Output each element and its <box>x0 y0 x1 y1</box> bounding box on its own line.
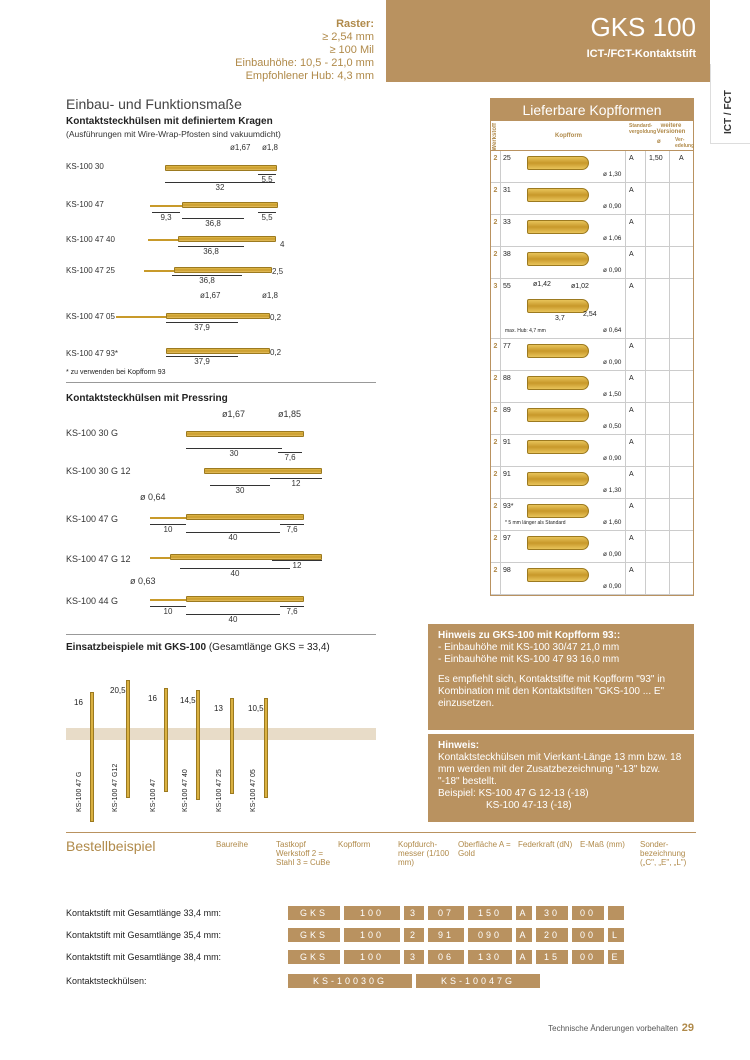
head-form-drawing <box>527 472 589 486</box>
order-cell: 130 <box>468 950 512 964</box>
cell-standard: A <box>629 407 634 414</box>
col-line <box>669 279 670 338</box>
table-row <box>491 531 693 563</box>
order-col-header: Sonder- bezeichnung („C", „E", „L") <box>640 840 687 867</box>
usage-height: 16 <box>148 694 157 703</box>
sleeve-label: KS-100 47 G 12 <box>66 554 131 564</box>
head-form-drawing <box>527 299 589 313</box>
page-subtitle: ICT-/FCT-Kontaktstift <box>586 48 696 60</box>
sleeve-drawing <box>186 431 304 437</box>
order-cell: GKS <box>288 928 340 942</box>
wire-wrap <box>150 557 170 559</box>
cell-nr: 98 <box>503 567 511 574</box>
cell-nr: 33 <box>503 219 511 226</box>
sleeve-label: KS-100 47 05 <box>66 312 115 321</box>
usage-pin <box>126 680 130 798</box>
title-box <box>386 0 710 82</box>
sleeve-label: KS-100 47 40 <box>66 235 115 244</box>
order-cell: 090 <box>468 928 512 942</box>
extra-note: max. Hub: 4,7 mm <box>505 328 546 334</box>
table-row <box>491 403 693 435</box>
dim-press: 7,6 <box>278 452 302 462</box>
dim-length: 30 <box>210 485 270 495</box>
order-cell: 150 <box>468 906 512 920</box>
cell-werkstoff: 2 <box>491 499 501 530</box>
sub-heading-note: (Ausführungen mit Wire-Wrap-Pfosten sind vakuumdicht) <box>66 129 281 139</box>
cell-standard: A <box>629 471 634 478</box>
sleeve-drawing <box>174 267 272 273</box>
col-line <box>645 279 646 338</box>
order-cell: 100 <box>344 928 400 942</box>
head-form-drawing <box>527 188 589 202</box>
cell-standard: A <box>629 535 634 542</box>
dim-press: 12 <box>270 478 322 488</box>
dia-064: ø 0,64 <box>140 492 166 502</box>
usage-title-rest: (Gesamtlänge GKS = 33,4) <box>208 642 330 653</box>
wire-wrap <box>144 270 174 272</box>
table-row <box>491 499 693 531</box>
cell-werkstoff: 2 <box>491 563 501 594</box>
col-line <box>645 435 646 466</box>
extra-note: * 5 mm länger als Standard <box>505 520 566 526</box>
cell-dia: ø 0,90 <box>603 455 622 462</box>
dim-press: 7,6 <box>280 524 304 534</box>
wire-wrap <box>116 316 166 318</box>
sleeve-row-label: Kontaktsteckhülsen: <box>66 976 147 986</box>
cell-dia: ø 1,50 <box>603 391 622 398</box>
cell-werkstoff: 2 <box>491 215 501 246</box>
table-row <box>491 247 693 279</box>
table-body <box>491 151 693 595</box>
dim-collar: 0,2 <box>270 313 282 322</box>
head-form-drawing <box>527 408 589 422</box>
cell-nr: 88 <box>503 375 511 382</box>
head-form-drawing <box>527 156 589 170</box>
sleeve-drawing <box>166 313 270 319</box>
order-col-header: Federkraft (dN) <box>518 840 573 849</box>
note1-line1: - Einbauhöhe mit KS-100 30/47 21,0 mm <box>438 642 620 653</box>
sleeve-cells <box>288 974 540 988</box>
table-row <box>491 279 693 339</box>
table-header <box>491 121 693 151</box>
sleeve-label: KS-100 44 G <box>66 596 119 606</box>
note1-title: Hinweis zu GKS-100 mit Kopfform 93:: <box>438 630 621 641</box>
note-kopfform-93 <box>428 624 694 730</box>
dim-length: 32 <box>165 182 275 192</box>
usage-label: KS-100 47 G12 <box>112 763 119 812</box>
cell-dia: ø 1,60 <box>603 519 622 526</box>
dim-collar: 2,5 <box>272 267 284 276</box>
col-line <box>645 563 646 594</box>
col-line <box>625 403 626 434</box>
order-cell: GKS <box>288 950 340 964</box>
head-forms-table <box>490 98 694 596</box>
order-cell <box>608 906 624 920</box>
usage-pin <box>196 690 200 800</box>
dim-collar: 5,5 <box>258 212 276 222</box>
sleeve-label: KS-100 47 93* <box>66 349 119 358</box>
page-number: 29 <box>681 1022 694 1034</box>
cell-werkstoff: 2 <box>491 151 501 182</box>
wire-wrap <box>150 517 186 519</box>
head-form-drawing <box>527 344 589 358</box>
cell-dia: ø 0,90 <box>603 203 622 210</box>
einbau-value: 10,5 - 21,0 mm <box>300 57 374 69</box>
table-row <box>491 183 693 215</box>
page-title: GKS 100 <box>590 12 696 42</box>
cell-standard: A <box>629 219 634 226</box>
col-line <box>669 247 670 278</box>
col-line <box>645 499 646 530</box>
order-col-header: Oberfläche A = Gold <box>458 840 511 858</box>
cell-dia: ø 0,90 <box>603 359 622 366</box>
head-form-drawing <box>527 568 589 582</box>
order-cell: 91 <box>428 928 464 942</box>
col-line <box>625 499 626 530</box>
dim-wrap: 9,3 <box>152 212 180 222</box>
cell-werkstoff: 2 <box>491 371 501 402</box>
cell-nr: 91 <box>503 471 511 478</box>
note-vierkant <box>428 734 694 822</box>
cell-standard: A <box>629 187 634 194</box>
col-line <box>669 563 670 594</box>
usage-height: 16 <box>74 698 83 707</box>
dim-length: 40 <box>180 568 290 578</box>
extra-dim-c: 3,7 <box>555 315 565 322</box>
table-row <box>491 371 693 403</box>
sleeve-drawing <box>186 596 304 602</box>
table-row <box>491 467 693 499</box>
order-row-label: Kontaktstift mit Gesamtlänge 35,4 mm: <box>66 930 222 940</box>
cell-werkstoff: 2 <box>491 403 501 434</box>
cell-standard: A <box>629 439 634 446</box>
usage-title-bold: Einsatzbeispiele mit GKS-100 <box>66 642 207 653</box>
extra-dia-a: ø1,42 <box>533 281 551 288</box>
order-cell: 00 <box>572 906 604 920</box>
order-cell: GKS <box>288 906 340 920</box>
dia-top-a: ø1,67 <box>230 143 251 152</box>
cell-nr: 31 <box>503 187 511 194</box>
footnote: * zu verwenden bei Kopfform 93 <box>66 369 166 376</box>
cell-nr: 38 <box>503 251 511 258</box>
wire-wrap <box>150 205 182 207</box>
order-cell: 20 <box>536 928 568 942</box>
usage-pin <box>164 688 168 792</box>
sleeve-cell-a: KS-10030G <box>288 974 412 988</box>
col-line <box>669 403 670 434</box>
note1-line3: Es empfiehlt sich, Kontaktstifte mit Kopfform "93" in Kombination mit den Kontaktstiften "GKS-100 ... E" einzusetzen. <box>438 674 666 709</box>
board-ground <box>66 728 376 740</box>
sleeve-drawing <box>204 468 322 474</box>
order-row-cells <box>288 950 624 964</box>
cell-standard: A <box>629 503 634 510</box>
usage-label: KS-100 47 G <box>76 771 83 812</box>
dim-length: 36,8 <box>178 246 244 256</box>
cell-werkstoff: 2 <box>491 247 501 278</box>
sleeve-label: KS-100 47 <box>66 200 104 209</box>
cell-werkstoff: 2 <box>491 435 501 466</box>
order-cell: 100 <box>344 950 400 964</box>
dim-press: 12 <box>272 560 322 570</box>
dim-collar: 5,5 <box>258 174 276 184</box>
order-cell: 2 <box>404 928 424 942</box>
col-line <box>669 371 670 402</box>
usage-title <box>66 642 330 653</box>
cell-nr: 93* <box>503 503 514 510</box>
cell-dia: ø 0,64 <box>603 327 622 334</box>
order-cell: 3 <box>404 906 424 920</box>
einbau-label: Einbauhöhe: <box>235 57 297 69</box>
dim-length: 37,9 <box>166 356 238 366</box>
order-cell: 00 <box>572 950 604 964</box>
usage-height: 14,5 <box>180 696 196 705</box>
note2-line1: Kontaktsteckhülsen mit Vierkant-Länge 13 mm bzw. 18 mm werden mit der Zusatzbezeichnung "-13" bzw. "-18" bestellt. <box>438 752 682 787</box>
note2-line3: KS-100 47-13 (-18) <box>486 800 572 811</box>
cell-version-finish: A <box>679 155 684 162</box>
dia2-b: ø1,85 <box>278 409 302 419</box>
dim-length: 40 <box>186 614 280 624</box>
col-line <box>669 215 670 246</box>
cell-standard: A <box>629 567 634 574</box>
dim-length: 30 <box>186 448 282 458</box>
raster-mil: ≥ 100 Mil <box>329 44 374 56</box>
head-form-drawing <box>527 220 589 234</box>
cell-nr: 77 <box>503 343 511 350</box>
footer-note: Technische Änderungen vorbehalten <box>548 1024 678 1033</box>
cell-standard: A <box>629 343 634 350</box>
usage-height: 13 <box>214 704 223 713</box>
col-standard: Standard-vergoldung <box>629 123 657 135</box>
cell-dia: ø 1,30 <box>603 171 622 178</box>
col-line <box>645 467 646 498</box>
order-col-header: E-Maß (mm) <box>580 840 625 849</box>
sleeve-drawing <box>165 165 277 171</box>
side-tab-label: ICT / FCT <box>723 90 734 134</box>
order-row-cells <box>288 928 624 942</box>
col-line <box>625 435 626 466</box>
usage-label: KS-100 47 40 <box>182 769 189 812</box>
col-line <box>625 151 626 182</box>
col-line <box>669 467 670 498</box>
col-line <box>669 151 670 182</box>
col-line <box>645 339 646 370</box>
table-row <box>491 151 693 183</box>
order-col-header: Kopfdurch- messer (1/100 mm) <box>398 840 450 867</box>
col-line <box>645 403 646 434</box>
head-form-drawing <box>527 536 589 550</box>
cell-dia: ø 0,50 <box>603 423 622 430</box>
sub-heading-collar: Kontaktsteckhülsen mit definiertem Kragen <box>66 116 273 127</box>
dia-063: ø 0,63 <box>130 576 156 586</box>
table-row <box>491 215 693 247</box>
col-line <box>669 183 670 214</box>
order-row-label: Kontaktstift mit Gesamtlänge 38,4 mm: <box>66 952 222 962</box>
order-cell: 06 <box>428 950 464 964</box>
dim-length: 36,8 <box>172 275 242 285</box>
table-row <box>491 435 693 467</box>
usage-height: 20,5 <box>110 686 126 695</box>
col-line <box>625 279 626 338</box>
col-line <box>669 339 670 370</box>
order-cell: 30 <box>536 906 568 920</box>
table-row <box>491 563 693 595</box>
col-line <box>645 247 646 278</box>
raster-label: Raster: <box>336 18 374 30</box>
note1-line2: - Einbauhöhe mit KS-100 47 93 16,0 mm <box>438 654 620 665</box>
cell-dia: ø 1,30 <box>603 487 622 494</box>
divider <box>66 382 376 383</box>
dim-press: 7,6 <box>280 606 304 616</box>
col-line <box>669 531 670 562</box>
divider <box>66 634 376 635</box>
col-line <box>669 499 670 530</box>
divider <box>66 832 696 833</box>
col-kopfform: Kopfform <box>555 133 582 139</box>
dim-collar: 0,2 <box>270 348 282 357</box>
col-line <box>645 531 646 562</box>
col-line <box>625 247 626 278</box>
dia-mid-b: ø1,8 <box>262 291 279 300</box>
dia-mid-a: ø1,67 <box>200 291 221 300</box>
sleeve-label: KS-100 30 G 12 <box>66 466 131 476</box>
section-heading: Einbau- und Funktionsmaße <box>66 96 242 112</box>
extra-dia-b: ø1,02 <box>571 283 589 290</box>
head-form-drawing <box>527 504 589 518</box>
sleeve-cell-b: KS-10047G <box>416 974 540 988</box>
sleeve-label: KS-100 30 <box>66 162 104 171</box>
col-werkstoff: Werkstoff <box>492 123 498 151</box>
order-cell: 3 <box>404 950 424 964</box>
cell-standard: A <box>629 283 634 290</box>
sleeve-label: KS-100 47 25 <box>66 266 115 275</box>
order-col-header: Tastkopf Werkstoff 2 = Stahl 3 = CuBe <box>276 840 331 867</box>
col-line <box>669 435 670 466</box>
wire-wrap <box>148 239 178 241</box>
table-title: Lieferbare Kopfformen <box>491 99 693 121</box>
sub-heading-pressring: Kontaktsteckhülsen mit Pressring <box>66 393 228 404</box>
sleeve-drawing <box>178 236 276 242</box>
order-cell: 15 <box>536 950 568 964</box>
usage-label: KS-100 47 25 <box>216 769 223 812</box>
col-line <box>625 371 626 402</box>
table-row <box>491 339 693 371</box>
note2-line2: Beispiel: KS-100 47 G 12-13 (-18) <box>438 788 589 799</box>
col-veredelung: Ver-edelung <box>675 137 695 149</box>
cell-nr: 89 <box>503 407 511 414</box>
order-cell: E <box>608 950 624 964</box>
dim-length: 36,8 <box>182 218 244 228</box>
sleeve-drawing <box>182 202 278 208</box>
dim-length: 40 <box>186 532 280 542</box>
usage-height: 10,5 <box>248 704 264 713</box>
order-cell: A <box>516 950 532 964</box>
dia2-a: ø1,67 <box>222 409 246 419</box>
col-line <box>625 467 626 498</box>
head-form-drawing <box>527 440 589 454</box>
cell-standard: A <box>629 155 634 162</box>
col-line <box>625 339 626 370</box>
extra-dim-d: 2,54 <box>583 311 597 318</box>
cell-standard: A <box>629 251 634 258</box>
order-cell: A <box>516 906 532 920</box>
usage-label: KS-100 47 <box>150 778 157 812</box>
hub-value: 4,3 mm <box>337 70 374 82</box>
cell-werkstoff: 2 <box>491 339 501 370</box>
cell-nr: 97 <box>503 535 511 542</box>
head-form-drawing <box>527 252 589 266</box>
cell-dia: ø 0,90 <box>603 551 622 558</box>
col-line <box>625 183 626 214</box>
dim-wrap: 10 <box>150 524 186 534</box>
raster-mm: ≥ 2,54 mm <box>322 31 374 43</box>
order-cell: 07 <box>428 906 464 920</box>
order-title: Bestellbeispiel <box>66 838 156 854</box>
order-col-header: Baureihe <box>216 840 249 849</box>
order-cell: L <box>608 928 624 942</box>
dim-collar: 4 <box>280 240 285 249</box>
col-weitere: weitere Versionen <box>656 123 686 135</box>
order-cell: 100 <box>344 906 400 920</box>
sleeve-label: KS-100 30 G <box>66 428 119 438</box>
col-line <box>645 215 646 246</box>
order-col-header: Kopfform <box>338 840 371 849</box>
wire-wrap <box>150 599 186 601</box>
cell-dia: ø 1,06 <box>603 235 622 242</box>
side-tab <box>710 64 750 144</box>
order-row-label: Kontaktstift mit Gesamtlänge 33,4 mm: <box>66 908 222 918</box>
cell-werkstoff: 2 <box>491 531 501 562</box>
cell-nr: 91 <box>503 439 511 446</box>
dim-wrap: 10 <box>150 606 186 616</box>
cell-nr: 55 <box>503 283 511 290</box>
col-line <box>625 531 626 562</box>
order-cell: A <box>516 928 532 942</box>
usage-pin <box>90 692 94 822</box>
sleeve-drawing <box>166 348 270 354</box>
cell-nr: 25 <box>503 155 511 162</box>
usage-label: KS-100 47 05 <box>250 769 257 812</box>
col-line <box>645 183 646 214</box>
dim-length: 37,9 <box>166 322 238 332</box>
order-row-cells <box>288 906 624 920</box>
cell-standard: A <box>629 375 634 382</box>
spec-summary <box>0 0 386 82</box>
cell-version-dia: 1,50 <box>649 155 663 162</box>
hub-label: Empfohlener Hub: <box>245 70 335 82</box>
cell-werkstoff: 2 <box>491 183 501 214</box>
cell-dia: ø 0,90 <box>603 583 622 590</box>
cell-dia: ø 0,90 <box>603 267 622 274</box>
head-form-drawing <box>527 376 589 390</box>
sleeve-drawing <box>186 514 304 520</box>
usage-pin <box>230 698 234 794</box>
col-dia: ø <box>657 139 661 145</box>
cell-werkstoff: 3 <box>491 279 501 338</box>
sleeve-label: KS-100 47 G <box>66 514 119 524</box>
note2-title: Hinweis: <box>438 740 480 751</box>
order-cell: 00 <box>572 928 604 942</box>
col-line <box>645 151 646 182</box>
dia-top-b: ø1,8 <box>262 143 279 152</box>
cell-werkstoff: 2 <box>491 467 501 498</box>
col-line <box>625 563 626 594</box>
col-line <box>625 215 626 246</box>
usage-examples <box>66 668 376 828</box>
col-line <box>645 371 646 402</box>
usage-pin <box>264 698 268 798</box>
